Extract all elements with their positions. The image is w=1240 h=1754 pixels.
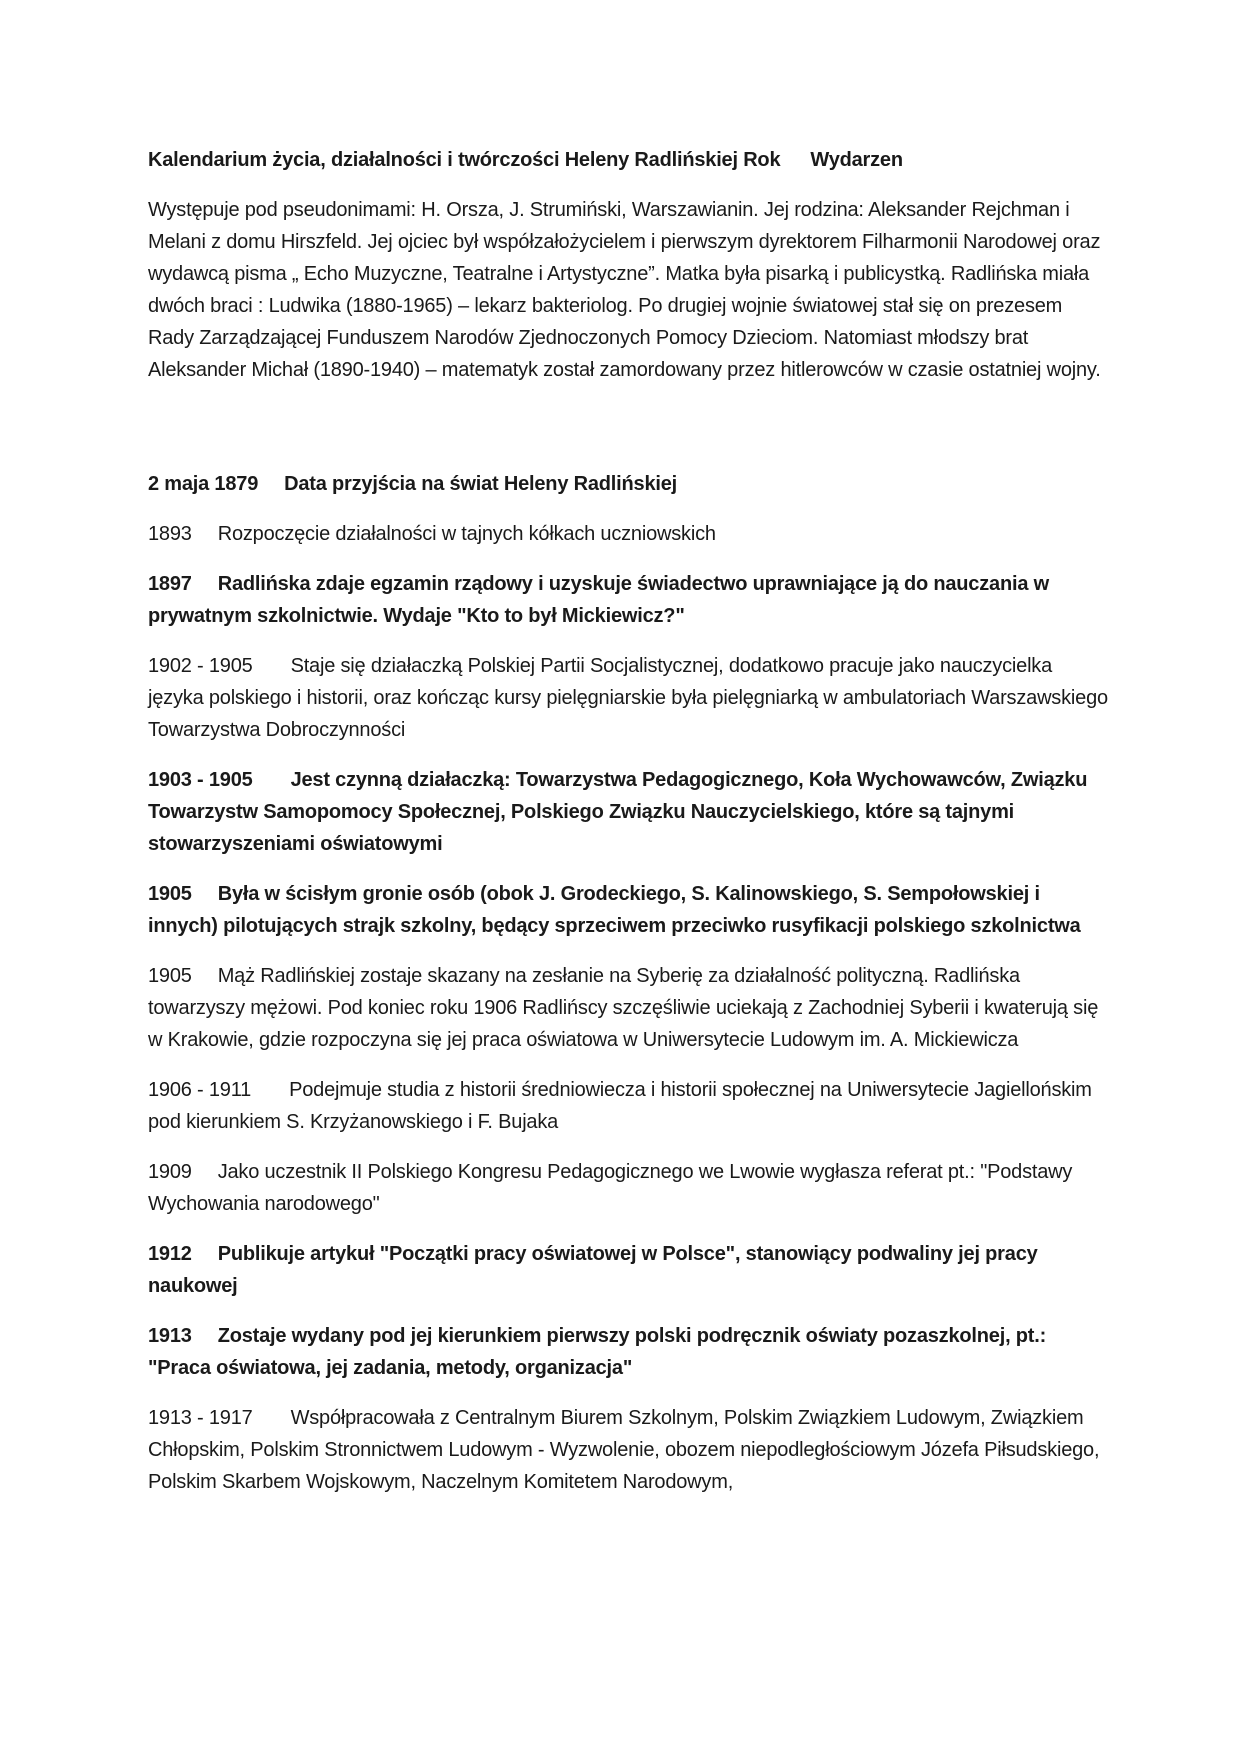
entry-year: 1902 - 1905 <box>148 655 253 677</box>
timeline-entry <box>148 1402 1108 1498</box>
timeline-entry <box>148 650 1108 746</box>
entry-text: Publikuje artykuł "Początki pracy oświatowej w Polsce", stanowiący podwaliny jej pracy naukowej <box>148 1243 1038 1297</box>
entry-year: 1905 <box>148 883 192 905</box>
entry-text: Mąż Radlińskiej zostaje skazany na zesłanie na Syberię za działalność polityczną. Radlińska towarzyszy mężowi. Pod koniec roku 1906 Radlińscy szczęśliwie uciekają z Zachodniej Syberii i kwaterują się w Krakowie, gdzie rozpoczyna się jej praca oświatowa w Uniwersytecie Ludowym im. A. Mickiewicza <box>148 965 1099 1051</box>
entry-year: 1905 <box>148 965 192 987</box>
timeline-entry <box>148 568 1108 632</box>
timeline-entry <box>148 1156 1108 1220</box>
document-page <box>148 130 1108 1516</box>
timeline-entry <box>148 468 1108 500</box>
timeline-entry <box>148 764 1108 860</box>
entry-year: 1893 <box>148 523 192 545</box>
timeline-entry <box>148 960 1108 1056</box>
entry-text: Jest czynną działaczką: Towarzystwa Pedagogicznego, Koła Wychowawców, Związku Towarzystw Samopomocy Społecznej, Polskiego Związku Nauczycielskiego, które są tajnymi stowarzyszeniami oświatowymi <box>148 769 1088 855</box>
entry-year: 1913 - 1917 <box>148 1407 253 1429</box>
timeline-entry <box>148 1074 1108 1138</box>
entry-text: Zostaje wydany pod jej kierunkiem pierwszy polski podręcznik oświaty pozaszkolnej, pt.: "Praca oświatowa, jej zadania, metody, organizacja" <box>148 1325 1047 1379</box>
timeline-entry <box>148 518 1108 550</box>
intro-paragraph: Występuje pod pseudonimami: H. Orsza, J. Strumiński, Warszawianin. Jej rodzina: Aleksander Rejchman i Melani z domu Hirszfeld. Jej ojciec był współzałożycielem i pierwszym dyrektorem Filharmonii Narodowej oraz wydawcą pisma „ Echo Muzyczne, Teatralne i Artystyczne”. Matka była pisarką i publicystką. Radlińska miała dwóch braci : Ludwika (1880-1965) – lekarz bakteriolog. Po drugiej wojnie światowej stał się on prezesem Rady Zarządzającej Funduszem Narodów Zjednoczonych Pomocy Dzieciom. Natomiast młodszy brat Aleksander Michał (1890-1940) – matematyk został zamordowany przez hitlerowców w czasie ostatniej wojny. <box>148 199 1101 381</box>
timeline-entry <box>148 878 1108 942</box>
entry-year: 1909 <box>148 1161 192 1183</box>
timeline-entry <box>148 1238 1108 1302</box>
entry-year: 1913 <box>148 1325 192 1347</box>
entry-text: Radlińska zdaje egzamin rządowy i uzyskuje świadectwo uprawniające ją do nauczania w prywatnym szkolnictwie. Wydaje "Kto to był Mickiewicz?" <box>148 573 1049 627</box>
entry-text: Rozpoczęcie działalności w tajnych kółkach uczniowskich <box>217 523 716 545</box>
timeline-list <box>148 468 1108 1498</box>
entry-text: Była w ścisłym gronie osób (obok J. Grodeckiego, S. Kalinowskiego, S. Sempołowskiej i innych) pilotujących strajk szkolny, będący sprzeciwem przeciwko rusyfikacji polskiego szkolnictwa <box>148 883 1081 937</box>
entry-year: 1912 <box>148 1243 192 1265</box>
entry-text: Staje się działaczką Polskiej Partii Socjalistycznej, dodatkowo pracuje jako nauczycielka języka polskiego i historii, oraz kończąc kursy pielęgniarskie była pielęgniarką w ambulatoriach Warszawskiego Towarzystwa Dobroczynności <box>148 655 1108 741</box>
entry-text: Współpracowała z Centralnym Biurem Szkolnym, Polskim Związkiem Ludowym, Związkiem Chłopskim, Polskim Stronnictwem Ludowym - Wyzwolenie, obozem niepodległościowym Józefa Piłsudskiego, Polskim Skarbem Wojskowym, Naczelnym Komitetem Narodowym, <box>148 1407 1100 1493</box>
document-title-main: Kalendarium życia, działalności i twórczości Heleny Radlińskiej Rok <box>148 149 781 171</box>
timeline-entry <box>148 1320 1108 1384</box>
entry-text: Data przyjścia na świat Heleny Radlińskiej <box>284 473 678 495</box>
entry-year: 1906 - 1911 <box>148 1079 252 1101</box>
entry-text: Jako uczestnik II Polskiego Kongresu Pedagogicznego we Lwowie wygłasza referat pt.: "Podstawy Wychowania narodowego" <box>148 1161 1073 1215</box>
entry-year: 1903 - 1905 <box>148 769 253 791</box>
entry-year: 1897 <box>148 573 192 595</box>
entry-year: 2 maja 1879 <box>148 473 259 495</box>
document-title-tail: Wydarzen <box>810 149 903 171</box>
entry-text: Podejmuje studia z historii średniowiecza i historii społecznej na Uniwersytecie Jagiellońskim pod kierunkiem S. Krzyżanowskiego i F. Bujaka <box>148 1079 1092 1133</box>
document-title <box>148 144 1108 176</box>
